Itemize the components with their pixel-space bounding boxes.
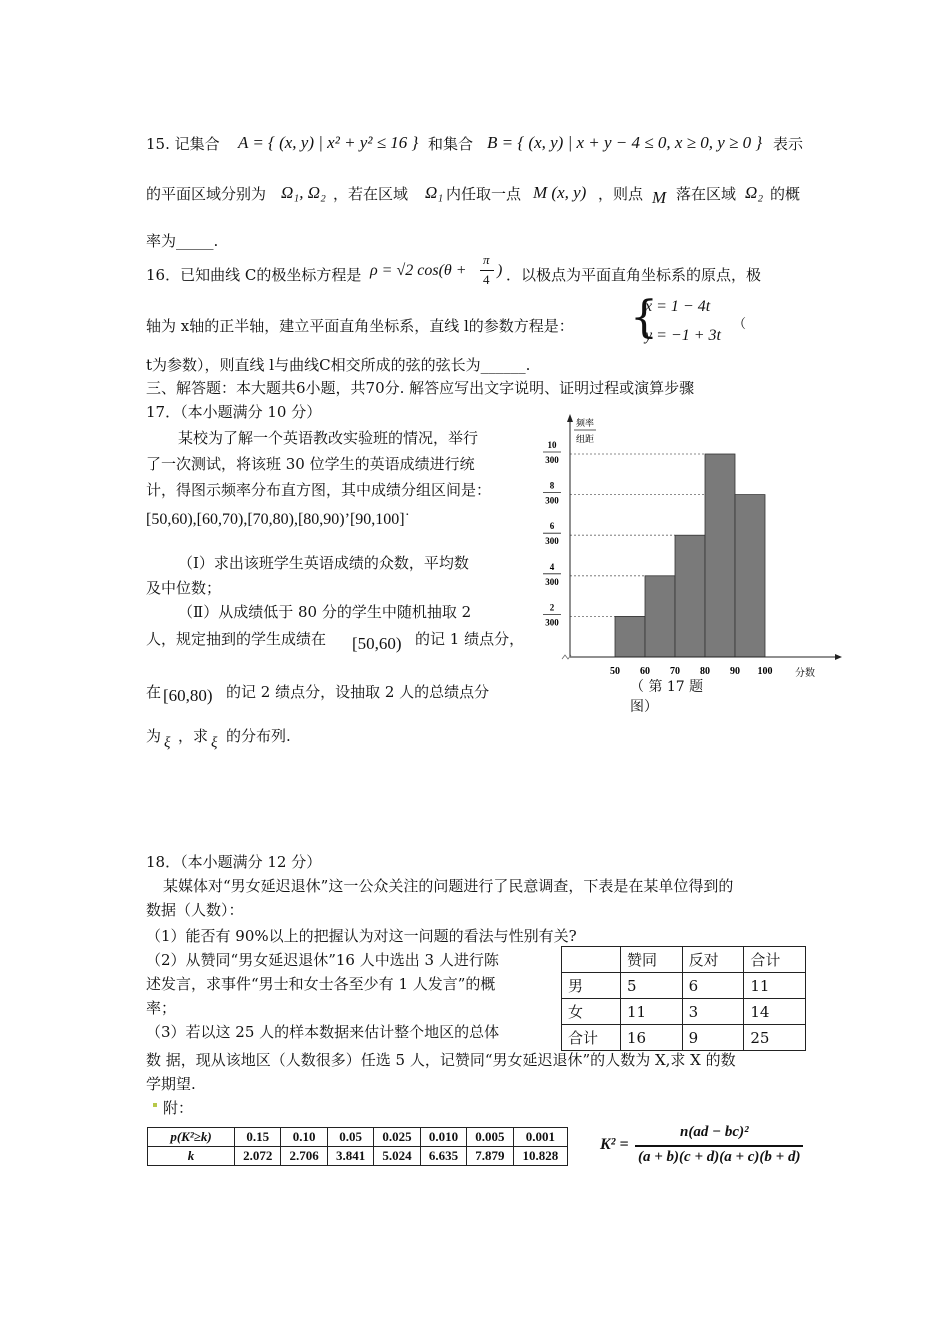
q17-p3: 计，得图示频率分布直方图，其中成绩分组区间是：: [146, 481, 492, 499]
omega-2: Ω₂: [745, 183, 764, 202]
x-axis-arrow: [835, 654, 842, 660]
histogram-bar: [645, 576, 675, 657]
q17-ii4a: 为: [146, 727, 162, 745]
q17-ii4c: 的分布列.: [226, 727, 291, 745]
table-cell: 0.10: [281, 1128, 327, 1147]
x-tick-label: 100: [757, 666, 773, 677]
formula-bar: [635, 1145, 803, 1147]
param-x: x = 1 − 4t: [645, 298, 711, 315]
set-a: A = { (x, y) | x² + y² ≤ 16 }: [238, 133, 419, 152]
table-cell: 合计: [744, 947, 806, 973]
omega-1: Ω₁: [425, 183, 444, 202]
table-cell: 赞同: [621, 947, 683, 973]
system-brace: {: [630, 292, 658, 343]
polar-close: ): [497, 262, 503, 279]
q15-line2c: 内任取一点: [446, 185, 522, 203]
q17-i1: （Ⅰ）求出该班学生英语成绩的众数，平均数: [178, 554, 469, 572]
pi-denominator: 4: [483, 272, 490, 287]
q16-line3: t为参数），则直线 l与曲线C相交所成的弦的弦长为______.: [146, 356, 531, 374]
q18-head: 18．（本小题满分 12 分）: [146, 853, 322, 871]
y-tick-numerator: 10: [547, 440, 557, 450]
table-cell: 3.841: [327, 1147, 373, 1166]
y-tick-denominator: 300: [545, 495, 559, 506]
q17-ii1: （Ⅱ）从成绩低于 80 分的学生中随机抽取 2: [178, 603, 472, 621]
histogram-bar: [675, 535, 705, 657]
y-tick-numerator: 8: [549, 480, 555, 491]
table-cell: 合计: [562, 1025, 621, 1051]
table-row: [562, 999, 806, 1025]
table-cell: 0.025: [374, 1128, 420, 1147]
table-cell: 10.828: [513, 1147, 567, 1166]
polar-equation: ρ = √2 cos(θ +: [370, 262, 467, 279]
histogram-bar: [735, 495, 765, 657]
q17-ii2a: 人，规定抽到的学生成绩在: [146, 630, 327, 648]
table-cell: 11: [621, 999, 683, 1025]
table-cell: 2.706: [281, 1147, 327, 1166]
param-y: y = −1 + 3t: [645, 327, 721, 344]
table-cell: 5.024: [374, 1147, 420, 1166]
table-row: [562, 973, 806, 999]
q16-line2: 轴为 x轴的正半轴，建立平面直角坐标系，直线 l的参数方程是：: [146, 317, 574, 335]
fraction-bar: [480, 270, 494, 271]
q17-p2: 了一次测试，将该班 30 位学生的英语成绩进行统: [146, 455, 475, 473]
table-cell: 0.001: [513, 1128, 567, 1147]
q18-s2b: 述发言，求事件“男士和女士各至少有 1 人发言”的概: [146, 975, 496, 993]
table-cell: 0.005: [467, 1128, 513, 1147]
q17-ii4b: ，求: [178, 727, 209, 745]
q15-line2a: 的平面区域分别为: [146, 185, 267, 203]
set-b: B = { (x, y) | x + y − 4 ≤ 0, x ≥ 0, y ≥ 0 }: [487, 133, 763, 152]
y-tick-denominator: 300: [545, 455, 559, 465]
section-heading: 三、解答题：本大题共6小题，共70分. 解答应写出文字说明、证明过程或演算步骤: [146, 379, 695, 397]
pi-numerator: π: [483, 252, 490, 267]
q18-p1: 某媒体对“男女延迟退休”这一公众关注的问题进行了民意调查，下表是在某单位得到的: [163, 877, 734, 895]
y-tick-numerator: 2: [549, 602, 555, 613]
table-cell: 6: [682, 973, 744, 999]
q17-p1: 某校为了解一个英语教改实验班的情况，举行: [178, 429, 479, 447]
table-row: [148, 1128, 568, 1147]
q15-line2d: ，则点: [598, 185, 644, 203]
table-row: [148, 1147, 568, 1166]
q18-fu: 附：: [163, 1099, 194, 1117]
table-cell: 2.072: [235, 1147, 281, 1166]
formula-lhs: K² =: [600, 1136, 629, 1153]
table-cell: 9: [682, 1025, 744, 1051]
table-cell: 0.15: [235, 1128, 281, 1147]
table-cell: 11: [744, 973, 806, 999]
table-cell: 男: [562, 973, 621, 999]
x-tick-label: 50: [610, 666, 620, 677]
table-cell: 25: [744, 1025, 806, 1051]
table-row: [562, 947, 806, 973]
frequency-histogram: [535, 412, 845, 677]
table-cell: [562, 947, 621, 973]
histogram-bar: [705, 454, 735, 657]
q15-line3: 率为_____.: [146, 232, 219, 250]
table-cell: 14: [744, 999, 806, 1025]
interval-60-80: [60,80): [163, 686, 213, 705]
m-letter: M: [652, 188, 667, 207]
q18-s1: （1）能否有 90%以上的把握认为对这一问题的看法与性别有关?: [146, 927, 577, 945]
q18-s2a: （2）从赞同“男女延迟退休”16 人中选出 3 人进行陈: [146, 951, 499, 969]
table-cell: 6.635: [420, 1147, 466, 1166]
q17-head: 17．（本小题满分 10 分）: [146, 403, 322, 421]
formula-numerator: n(ad − bc)²: [680, 1124, 749, 1140]
y-axis-arrow: [567, 414, 573, 422]
bullet-mark: [153, 1103, 157, 1107]
q15-intro: 15. 记集合: [146, 135, 220, 153]
q15-line2f: 的概: [770, 185, 801, 203]
xi-symbol-2: ξ: [211, 735, 218, 751]
table-row: [562, 1025, 806, 1051]
q18-s3c: 学期望.: [146, 1075, 196, 1093]
table-cell: p(K²≥k): [148, 1128, 235, 1147]
critical-value-table: [147, 1127, 568, 1166]
table-cell: 3: [682, 999, 744, 1025]
q17-ii2b: 的记 1 绩点分，: [415, 630, 525, 648]
interval-50-60: [50,60): [352, 634, 402, 653]
x-tick-label: 70: [670, 666, 680, 677]
q18-p2: 数据（人数）：: [146, 901, 244, 919]
omega-pair: Ω₁, Ω₂: [281, 183, 326, 202]
x-tick-label: 90: [730, 666, 740, 677]
q17-i2: 及中位数；: [146, 579, 222, 597]
q18-s3a: （3）若以这 25 人的样本数据来估计整个地区的总体: [146, 1023, 500, 1041]
q18-s3b: 数 据，现从该地区（人数很多）任选 5 人，记赞同“男女延迟退休”的人数为 X,求 X 的数: [146, 1051, 736, 1069]
y-tick-denominator: 300: [545, 617, 559, 628]
table-cell: 反对: [682, 947, 744, 973]
y-tick-numerator: 4: [549, 561, 555, 572]
q16-line1b: ．以极点为平面直角坐标系的原点，极: [506, 266, 762, 284]
table-cell: 5: [621, 973, 683, 999]
table-cell: 女: [562, 999, 621, 1025]
q17-intervals: [50,60),[60,70),[70,80),[80,90)’[90,100]˙: [146, 511, 410, 528]
x-axis-label: 分数: [795, 668, 815, 677]
q15-line2e: 落在区域: [676, 185, 737, 203]
q16-line1a: 16．已知曲线 C的极坐标方程是: [146, 266, 362, 284]
q17-ii3a: 在: [146, 683, 162, 701]
y-axis-label-top: 频率: [575, 419, 595, 429]
point-m: M (x, y): [533, 183, 587, 202]
x-tick-label: 60: [640, 666, 650, 677]
figure-caption-1: （ 第 17 题: [630, 679, 704, 695]
q15-line2b: ，若在区域: [333, 185, 409, 203]
y-tick-numerator: 6: [549, 521, 555, 532]
table-cell: k: [148, 1147, 235, 1166]
figure-caption-2: 图）: [630, 699, 658, 715]
contingency-table: [561, 946, 806, 1051]
table-cell: 7.879: [467, 1147, 513, 1166]
q17-ii3b: 的记 2 绩点分，设抽取 2 人的总绩点分: [226, 683, 490, 701]
y-tick-denominator: 300: [545, 576, 559, 587]
x-tick-label: 80: [700, 666, 710, 677]
q18-s2c: 率；: [146, 999, 177, 1017]
q15-tail: 表示: [773, 135, 804, 153]
histogram-bar: [615, 616, 645, 657]
q15-and: 和集合: [428, 135, 474, 153]
y-tick-denominator: 300: [545, 536, 559, 547]
formula-denominator: (a + b)(c + d)(a + c)(b + d): [638, 1149, 801, 1165]
y-axis-label-bottom: 组距: [575, 435, 595, 445]
q16-paren: （: [733, 317, 747, 332]
table-cell: 0.05: [327, 1128, 373, 1147]
table-cell: 0.010: [420, 1128, 466, 1147]
table-cell: 16: [621, 1025, 683, 1051]
xi-symbol: ξ: [164, 735, 171, 751]
